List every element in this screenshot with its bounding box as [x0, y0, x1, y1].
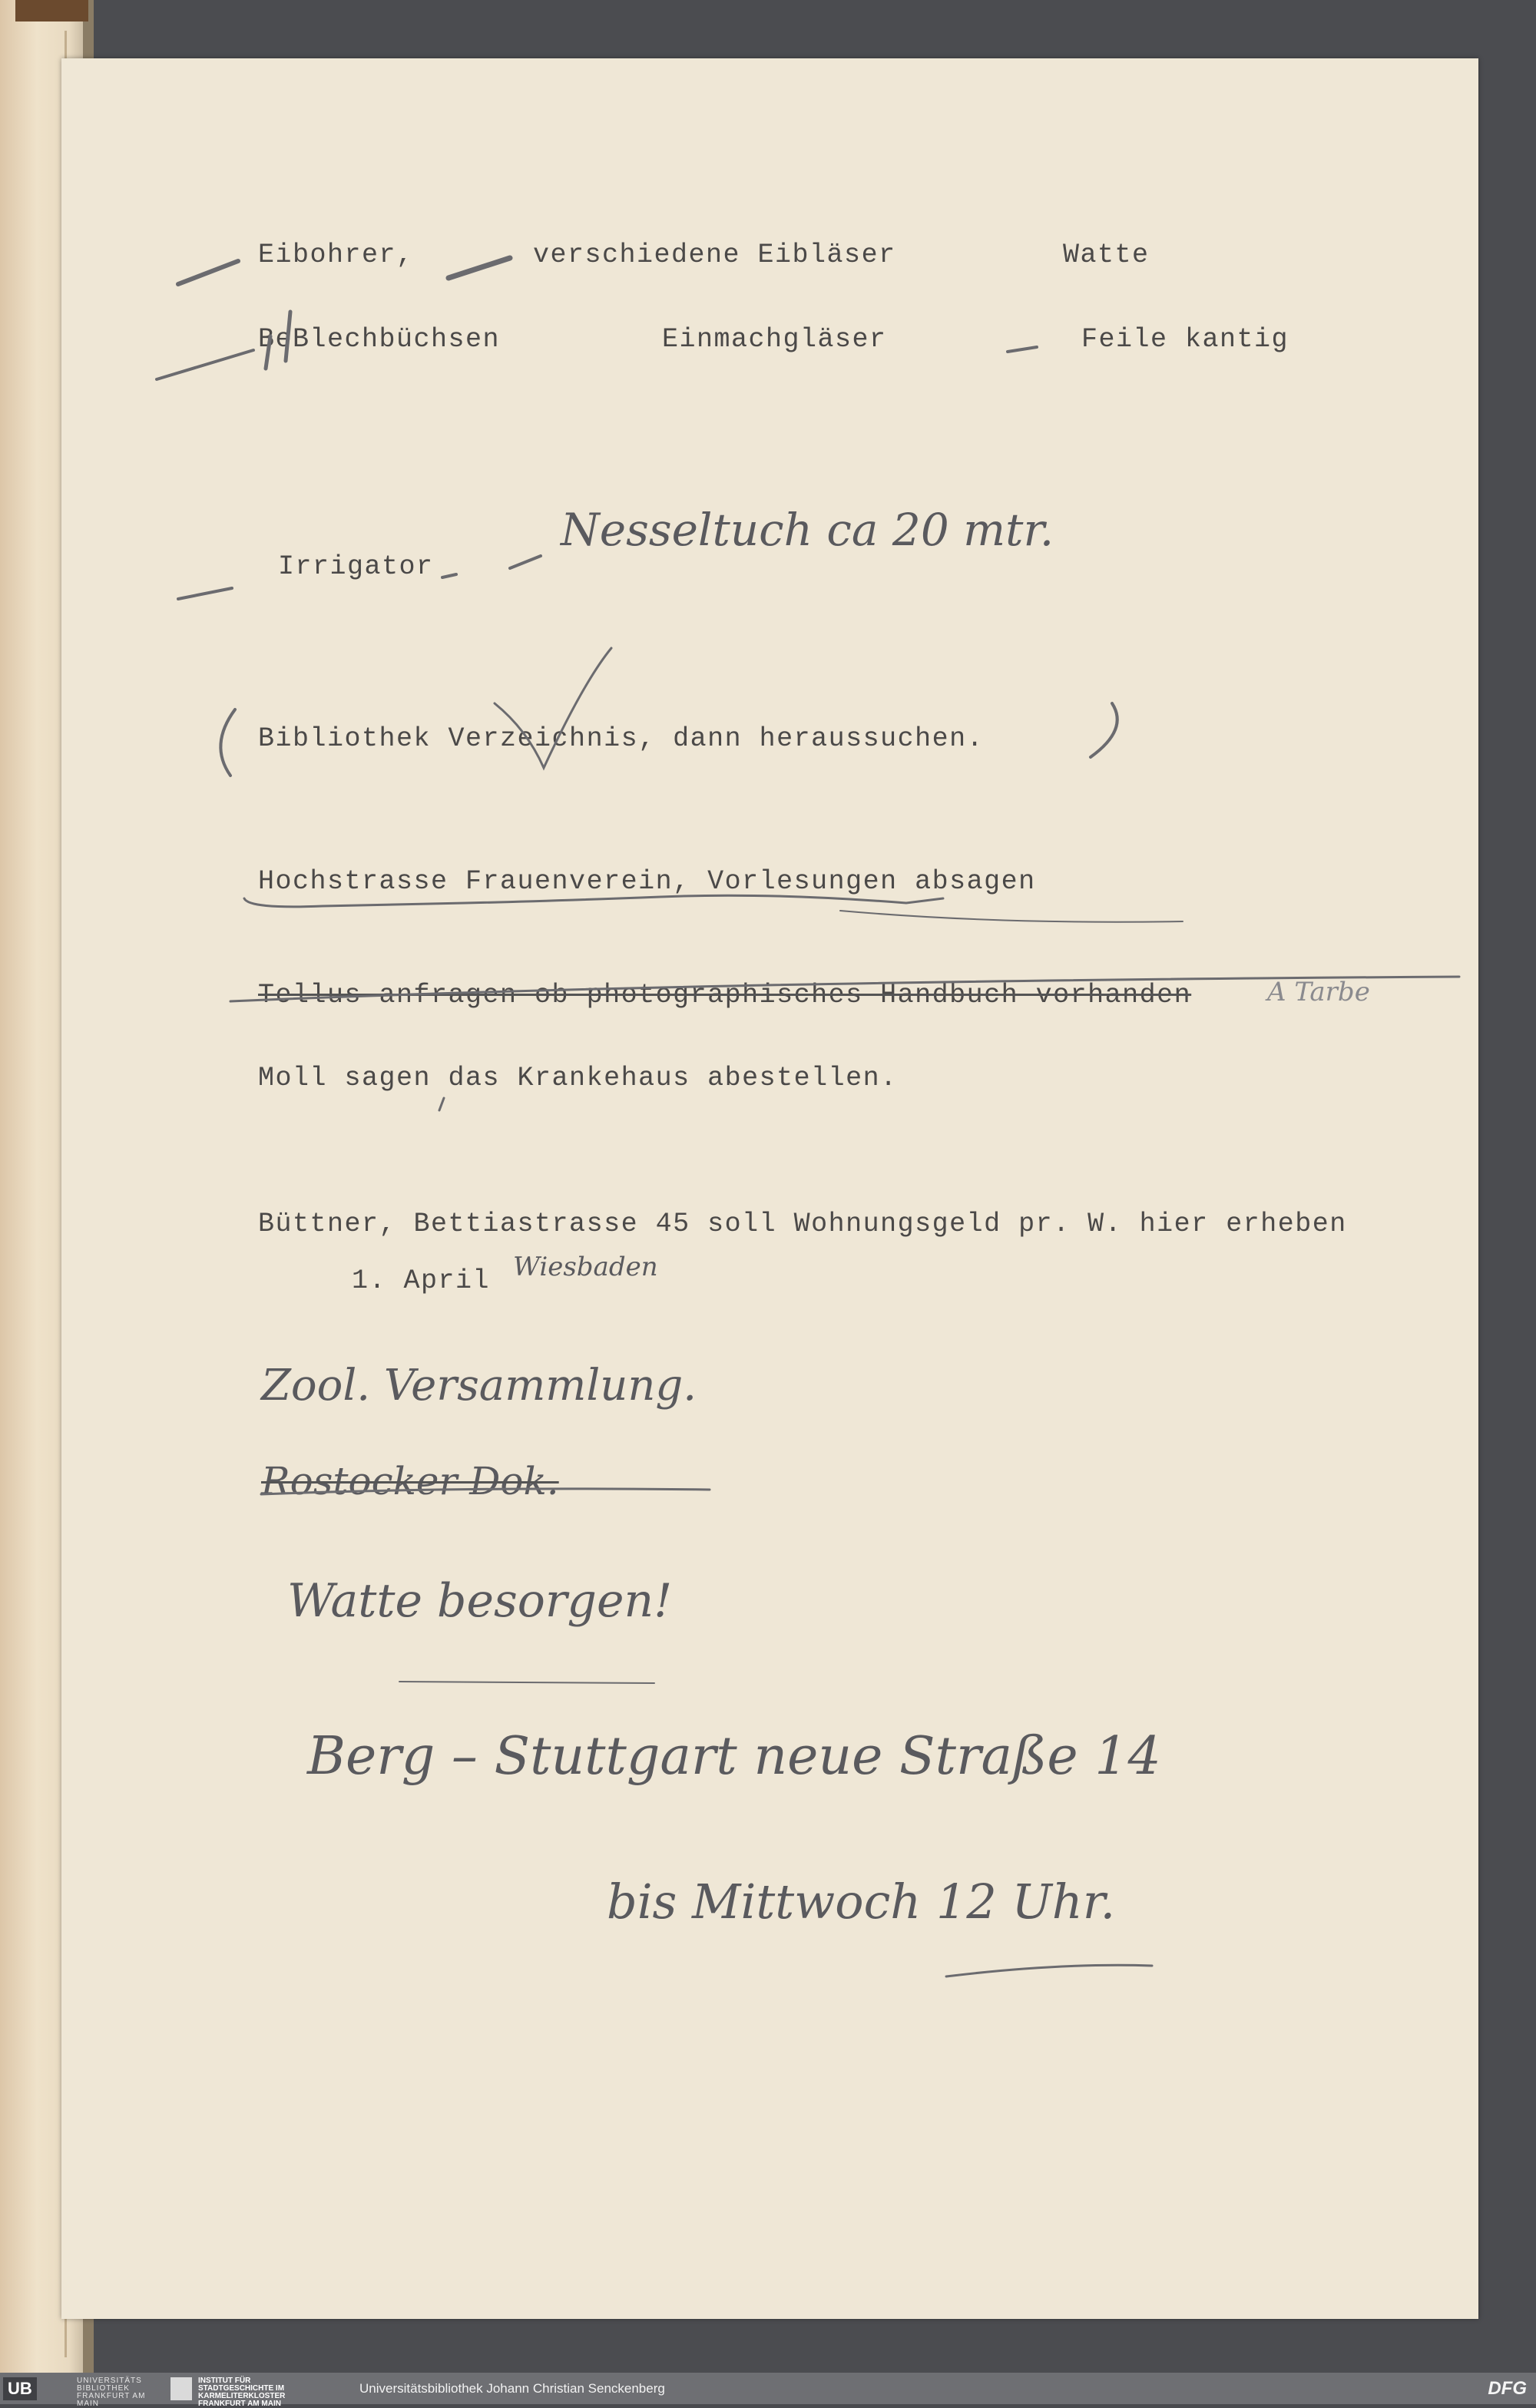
institute-logo-mark [170, 2377, 192, 2400]
typed-hochstrasse-line: Hochstrasse Frauenverein, Vorlesungen absagen [258, 866, 1036, 897]
typed-feile-kantig: Feile kantig [1081, 324, 1289, 355]
typed-irrigator: Irrigator [278, 551, 434, 582]
ub-logo: UB [3, 2377, 37, 2400]
typed-einmachglaeser: Einmachgläser [662, 324, 887, 355]
handwritten-line6-note: A Tarbe [1267, 977, 1370, 1007]
typed-bibliothek-line: Bibliothek Verzeichnis, dann heraussuchen. [258, 723, 985, 754]
handwritten-struck-note: Rostocker Dok. [261, 1459, 559, 1503]
handwritten-berg: Berg – Stuttgart neue Straße 14 [307, 1726, 1161, 1787]
handwritten-mittwoch: bis Mittwoch 12 Uhr. [607, 1874, 1116, 1930]
book-top-tab [15, 0, 88, 22]
typed-buettner-line: Büttner, Bettiastrasse 45 soll Wohnungsgeld pr. W. hier erheben [258, 1209, 1347, 1239]
handwritten-zool: Zool. Versammlung. [261, 1361, 697, 1411]
typed-tellus-line: Tellus anfragen ob photographisches Handbuch vorhanden [258, 980, 1192, 1011]
handwritten-nesseltuch: Nesseltuch ca 20 mtr. [561, 504, 1054, 556]
ub-logo-caption: UNIVERSITÄTS BIBLIOTHEK FRANKFURT AM MAIN [77, 2377, 146, 2408]
dfg-logo: DFG [1488, 2378, 1527, 2399]
typed-blechbuechsen: BeBlechbüchsen [258, 324, 501, 355]
typed-verschiedene-eiblaeser: verschiedene Eibläser [533, 240, 896, 270]
typed-eibohrer: Eibohrer, [258, 240, 414, 270]
typed-watte: Watte [1063, 240, 1150, 270]
footer-credit: Universitätsbibliothek Johann Christian Senckenberg [359, 2381, 665, 2396]
handwritten-watte: Watte besorgen! [287, 1574, 673, 1628]
typed-april-line: 1. April [352, 1265, 491, 1296]
institute-logo-caption: INSTITUT FÜR STADTGESCHICHTE IM KARMELITERKLOSTER FRANKFURT AM MAIN [198, 2377, 286, 2408]
document-page [61, 58, 1478, 2319]
typed-moll-line: Moll sagen das Krankehaus abestellen. [258, 1063, 898, 1093]
footer-bar [0, 2373, 1536, 2408]
handwritten-april-note: Wiesbaden [513, 1252, 658, 1282]
